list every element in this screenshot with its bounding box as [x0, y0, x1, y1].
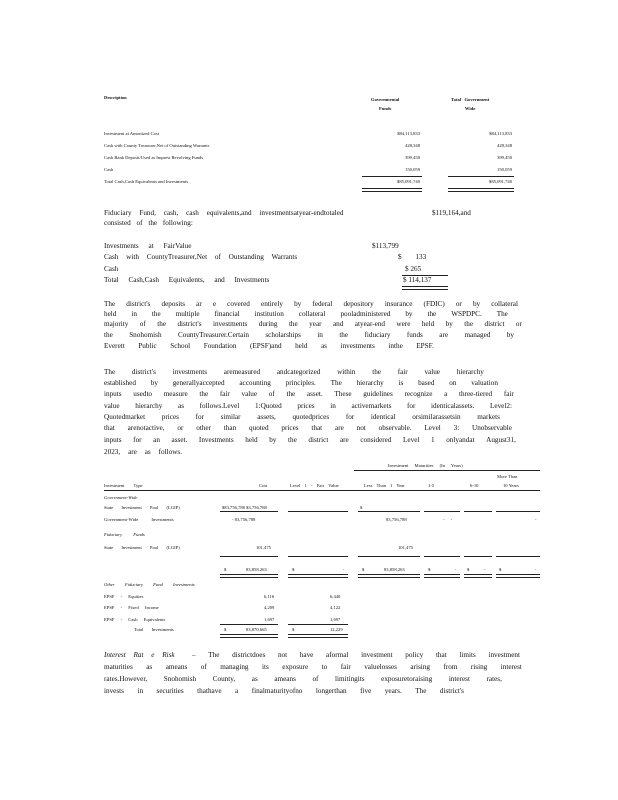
- fiduciary-intro: Fiduciary Fund, cash, cash equivalents,and investmentsatyear-endtotaled: [104, 209, 344, 217]
- col-type: Investment Type: [104, 483, 143, 488]
- fiduciary-intro-amount: $119,164,and: [432, 209, 471, 217]
- paragraph-line: maturities as ameans of managing its exposure to fair valuelosses arising from rising interest: [104, 663, 522, 671]
- table1-row-label: Cash with County Treasurer,Net of Outstanding Warrants: [104, 143, 210, 148]
- table1-row-label: Cash Bank Deposit/Used as Imprest Revolving Funds: [104, 155, 204, 160]
- total-dollar: $: [224, 627, 227, 632]
- other-total-label: Total Investments: [134, 627, 174, 632]
- fiduciary-row-label: Cash with CountyTreasurer,Net of Outstanding Warrants: [104, 253, 298, 261]
- table1-row-gov: 150,059: [405, 167, 420, 172]
- table1-row-gov: 399,450: [405, 155, 420, 160]
- col-10-years: 10 Years: [503, 483, 519, 488]
- table1-row-gov: $84,113,833: [397, 131, 420, 136]
- table1-row-total: 428,348: [497, 143, 512, 148]
- total-double-rule: [358, 574, 420, 578]
- table-row-cost: 101,475: [256, 545, 271, 550]
- table-row-lt1: $: [360, 505, 363, 510]
- col-cost: Cost: [259, 483, 268, 488]
- fiduciary-row-label: Investments at FairValue: [104, 242, 192, 250]
- paragraph-line: 2023, are as follows.: [104, 448, 182, 456]
- paragraph-line: The district's deposits ar e covered entirely by federal depository insurance (FDIC) or by collateral: [104, 300, 518, 308]
- table-row-type: State Investment Pool (LGIP): [104, 545, 180, 550]
- fiduciary-intro-line2: consisted of the following:: [104, 219, 193, 227]
- paragraph-line: Everett Public School Foundation (EPSF)and held as investments inthe EPSF.: [104, 342, 434, 350]
- cell-rule: [288, 624, 348, 625]
- total-double-rule: [448, 188, 514, 192]
- paragraph-line: – The districtdoes not have aformal investment policy that limits investment: [192, 651, 520, 659]
- header-rule: [354, 470, 540, 471]
- paragraph-line: value hierarchy as follows.Level 1:Quoted prices in activemarkets for identicalassets. Level2:: [104, 402, 512, 410]
- section-fiduciary-funds: Fiduciary Funds: [104, 532, 145, 537]
- fiduciary-row-amount: $113,799: [372, 242, 399, 250]
- total-double-rule: [402, 286, 448, 290]
- table1-total-label: Total Cash,Cash Equivalents and Investments: [104, 179, 189, 184]
- cell-rule: [220, 556, 278, 557]
- table-row-cost: - 83,756,788: [232, 517, 256, 522]
- cell-rule: [358, 556, 420, 557]
- total-double-rule: [362, 188, 422, 192]
- col-6-10: 6-10: [470, 483, 479, 488]
- total-6-10: -: [484, 567, 486, 572]
- table-row-10y: -: [535, 517, 537, 522]
- total-double-rule: [424, 574, 460, 578]
- total-double-rule: [220, 574, 278, 578]
- total-dollar: $: [428, 567, 431, 572]
- table-row-type: Government-Wide Investments: [104, 517, 174, 522]
- table1-row-label: Cash: [104, 167, 114, 172]
- cell-rule: [358, 511, 420, 512]
- paragraph-line: that arenotactive, or other than quoted prices that are not observable. Level 3: Unobservable: [104, 424, 512, 432]
- total-double-rule: [288, 574, 348, 578]
- total-double-rule: [464, 574, 492, 578]
- total-double-rule: [220, 634, 278, 638]
- paragraph-line: invests in securities thathave a finalmaturityofno longerthan five years. The district's: [104, 687, 464, 695]
- paragraph-line: majority of the district's investments during the year and atyear-end were held by the district or: [104, 320, 522, 328]
- fiduciary-row-label: Cash: [104, 265, 119, 273]
- total-10y: -: [535, 567, 537, 572]
- fiduciary-total-label: Total Cash,Cash Equivalents, and Investments: [104, 276, 270, 284]
- subtotal-rule: [448, 176, 514, 177]
- table1-row-total: 150,059: [497, 167, 512, 172]
- table-row-level: 6,440: [330, 594, 341, 599]
- table-row-cost: 1,697: [264, 617, 275, 622]
- subtotal-rule: [362, 176, 422, 177]
- table-row-lt1: 83,756,788: [386, 517, 407, 522]
- paragraph-line: The district's investments aremeasured andcategorized within the fair value hierarchy: [104, 368, 484, 376]
- table-row-1-5: - -: [443, 517, 453, 522]
- table-row-type: State Investment Pool (LGIP): [104, 505, 180, 510]
- table1-header-total-gov: Total Government Wide: [451, 97, 490, 111]
- cell-rule: [220, 624, 278, 625]
- fiduciary-row-amount: $ 265: [405, 265, 422, 273]
- table-row-type: EPSF - Fixed Income: [104, 605, 159, 610]
- table-row-level: 1,697: [330, 617, 341, 622]
- total-dollar: $: [362, 567, 365, 572]
- total-1-5: -: [455, 567, 457, 572]
- table1-total-gov: $85,091,740: [397, 179, 420, 184]
- fiduciary-total-amount: $ 114,137: [403, 276, 432, 284]
- total-level: -: [343, 567, 345, 572]
- other-total-cost: 83,870,665: [246, 627, 267, 632]
- cell-rule: [464, 511, 492, 512]
- maturities-header: Investment Maturities (In Years): [388, 463, 463, 468]
- table1-row-total: 399,450: [497, 155, 512, 160]
- total-cost: 83,858,263: [246, 567, 267, 572]
- total-double-rule: [496, 574, 540, 578]
- table1-row-label: Investment at Amortized Cost: [104, 131, 159, 136]
- interest-rate-risk-lead: Interest Rat e Risk: [104, 651, 175, 659]
- total-lt1: 83,858,263: [384, 567, 405, 572]
- table1-header-gov-funds: Governmental Funds: [371, 97, 400, 111]
- paragraph-line: inputs for an asset. Investments held by the district are considered Level 1 onlyandat August31,: [104, 436, 516, 444]
- paragraph-line: rates.However, Snohomish County, as ameans of limitingits exposuretoraising interest rates,: [104, 675, 502, 683]
- cell-rule: [496, 556, 540, 557]
- total-dollar: $: [467, 567, 470, 572]
- col-level: Level 1 - Fair Value: [290, 483, 339, 488]
- total-double-rule: [288, 634, 348, 638]
- other-total-level: 12,229: [330, 627, 343, 632]
- section-government-wide: Government-Wide: [104, 495, 138, 500]
- total-dollar: $: [292, 567, 295, 572]
- cell-rule: [424, 556, 460, 557]
- table-row-cost: 4,209: [264, 605, 275, 610]
- total-dollar: $: [292, 627, 295, 632]
- header-rule: [104, 490, 540, 491]
- table1-total-total: $85,091,740: [489, 179, 512, 184]
- table1-row-total: $84,113,833: [489, 131, 512, 136]
- more-than-header: More Than: [497, 474, 518, 479]
- table-row-type: EPSF - Equities: [104, 594, 144, 599]
- total-dollar: $: [224, 567, 227, 572]
- table-row-type: EPSF - Cash Equivalents: [104, 617, 166, 622]
- col-1-5: 1-5: [428, 483, 435, 488]
- fiduciary-row-amount: $ 133: [398, 253, 427, 261]
- table-row-cost: $83,756,788 $3,756,788: [222, 505, 267, 510]
- paragraph-line: inputs usedto measure the fair value of the asset. These guidelines recognize a three-tiered fair: [104, 390, 514, 398]
- cell-rule: [220, 511, 278, 512]
- cell-rule: [464, 556, 492, 557]
- table-row-cost: 6,116: [264, 594, 275, 599]
- cell-rule: [288, 511, 348, 512]
- table1-row-gov: 428,348: [405, 143, 420, 148]
- col-less-than-1: Less Than 1 Year: [364, 483, 405, 488]
- section-other-fiduciary: Other Fiduciary Fund Investments: [104, 582, 195, 587]
- cell-rule: [288, 556, 348, 557]
- paragraph-line: established by generallyaccepted accounting principles. The hierarchy is based on valuation: [104, 379, 498, 387]
- table1-header-description: Description: [104, 95, 127, 100]
- cell-rule: [496, 511, 540, 512]
- paragraph-line: held in the multiple financial institution collateral pooladministered by the WSPDPC. The: [104, 310, 508, 318]
- table-row-lt1: 101,475: [398, 545, 413, 550]
- total-dollar: $: [499, 567, 502, 572]
- cell-rule: [424, 511, 460, 512]
- table-row-level: 4,122: [330, 605, 341, 610]
- paragraph-line: Quotedmarket prices for similar assets, quotedprices for identical orsimilarassetsin markets: [104, 413, 500, 421]
- paragraph-line: the Snohomish CountyTreasurer.Certain scholarships in the fiduciary funds are managed by: [104, 331, 514, 339]
